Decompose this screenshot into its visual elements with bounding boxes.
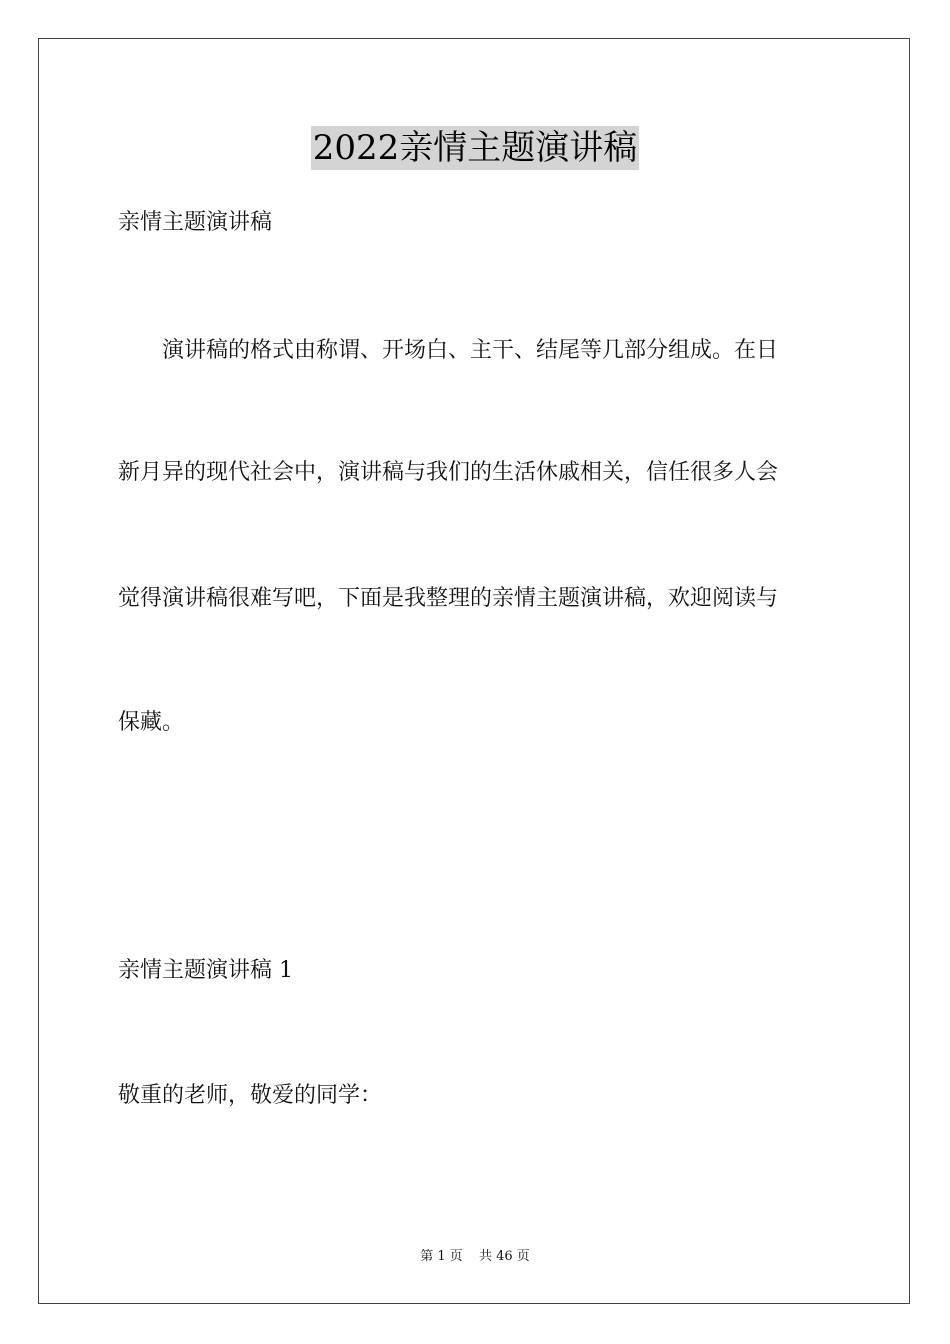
page-number-current: 第 1 页 — [420, 1249, 463, 1264]
title-container — [0, 126, 950, 170]
salutation: 敬重的老师，敬爱的同学： — [118, 1083, 383, 1108]
intro-line-3: 觉得演讲稿很难写吧，下面是我整理的亲情主题演讲稿，欢迎阅读与 — [118, 586, 779, 611]
intro-line-1: 演讲稿的格式由称谓、开场白、主干、结尾等几部分组成。在日 — [162, 338, 779, 363]
document-subtitle: 亲情主题演讲稿 — [118, 210, 273, 235]
document-title: 2022亲情主题演讲稿 — [312, 128, 638, 168]
page-number-total: 共 46 页 — [478, 1249, 530, 1264]
page-footer — [0, 1248, 950, 1266]
intro-line-4: 保藏。 — [118, 710, 185, 735]
section-heading: 亲情主题演讲稿 1 — [118, 958, 293, 983]
intro-line-2: 新月异的现代社会中，演讲稿与我们的生活休戚相关，信任很多人会 — [118, 460, 779, 485]
